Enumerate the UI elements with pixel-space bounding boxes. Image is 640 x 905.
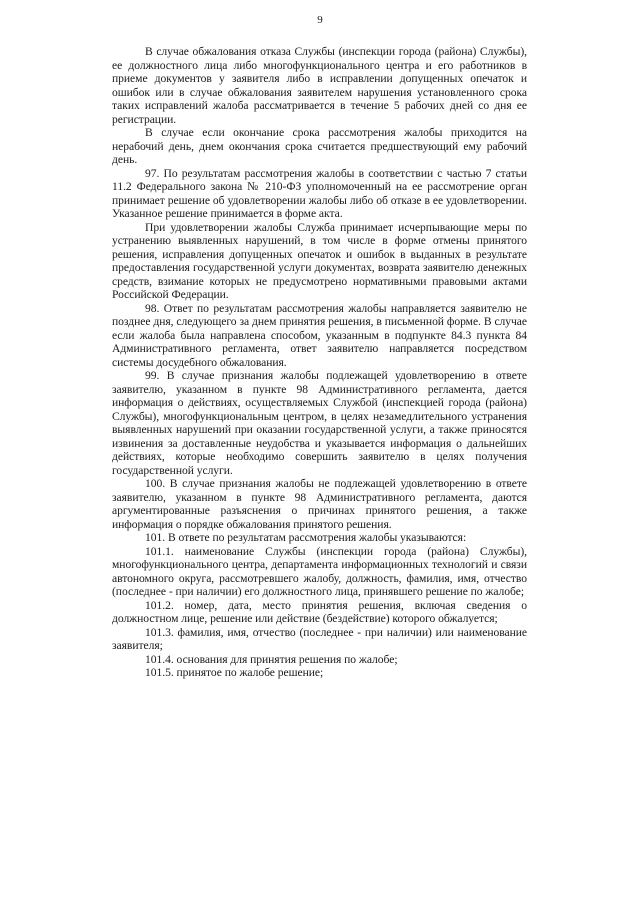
paragraph-refusal-appeal-term: В случае обжалования отказа Службы (инспекции города (района) Службы), ее должностного лица либо многофункционального центра и его работников в приеме документов у заявителя либо в исправлении допущенных опечаток и ошибок или в случае обжалования заявителем нарушения установленного срока таких исправлений жалоба рассматривается в течение 5 рабочих дней со дня ее регистрации. [112,45,527,126]
paragraph-101-5: 101.5. принятое по жалобе решение; [145,666,324,679]
paragraph-101-4: 101.4. основания для принятия решения по жалобе; [145,652,398,666]
document-body [112,45,527,680]
paragraph-99: 99. В случае признания жалобы подлежащей удовлетворению в ответе заявителю, указанном в пункте 98 Административного регламента, дается информация о действиях, осуществляемых Службой (инспекцией города (района) Службы), многофункциональным центром, в целях незамедлительного устранения выявленных нарушений при оказании государственной услуги, а также приносятся извинения за доставленные неудобства и указывается информация о дальнейших действиях, которые необходимо совершить заявителю в целях получения государственной услуги. [112,369,527,477]
paragraph-101-2: 101.2. номер, дата, место принятия решения, включая сведения о должностном лице, решение или действие (бездействие) которого обжалуется; [112,598,527,625]
paragraph-101-3: 101.3. фамилия, имя, отчество (последнее - при наличии) или наименование заявителя; [112,625,527,652]
paragraph-nonworking-day: В случае если окончание срока рассмотрения жалобы приходится на нерабочий день, днем окончания срока считается предшествующий ему рабочий день. [112,126,527,166]
paragraph-97-satisfaction-measures: При удовлетворении жалобы Служба принимает исчерпывающие меры по устранению выявленных нарушений, в том числе в форме отмены принятого решения, исправления допущенных опечаток и ошибок в выданных в результате предоставления государственной услуги документах, возврата заявителю денежных средств, взимание которых не предусмотрено нормативными правовыми актами Российской Федерации. [112,220,527,301]
paragraph-98: 98. Ответ по результатам рассмотрения жалобы направляется заявителю не позднее дня, следующего за днем принятия решения, в письменной форме. В случае если жалоба была направлена способом, указанным в подпункте 84.3 пункта 84 Административного регламента, ответ заявителю направляется посредством системы досудебного обжалования. [112,301,527,369]
paragraph-101: 101. В ответе по результатам рассмотрения жалобы указываются: [145,531,467,544]
paragraph-97: 97. По результатам рассмотрения жалобы в соответствии с частью 7 статьи 11.2 Федерального закона № 210-ФЗ уполномоченный на ее рассмотрение орган принимает решение об удовлетворении жалобы либо об отказе в ее удовлетворении. Указанное решение принимается в форме акта. [112,166,527,220]
paragraph-100: 100. В случае признания жалобы не подлежащей удовлетворению в ответе заявителю, указанном в пункте 98 Административного регламента, даются аргументированные разъяснения о причинах принятого решения, а также информация о порядке обжалования принятого решения. [112,477,527,531]
paragraph-101-1: 101.1. наименование Службы (инспекции города (района) Службы), многофункционального центра, департамента информационных технологий и связи автономного округа, рассмотревшего жалобу, должность, фамилия, имя, отчество (последнее - при наличии) его должностного лица, принявшего решение по жалобе; [112,544,527,598]
page-number: 9 [317,14,323,26]
